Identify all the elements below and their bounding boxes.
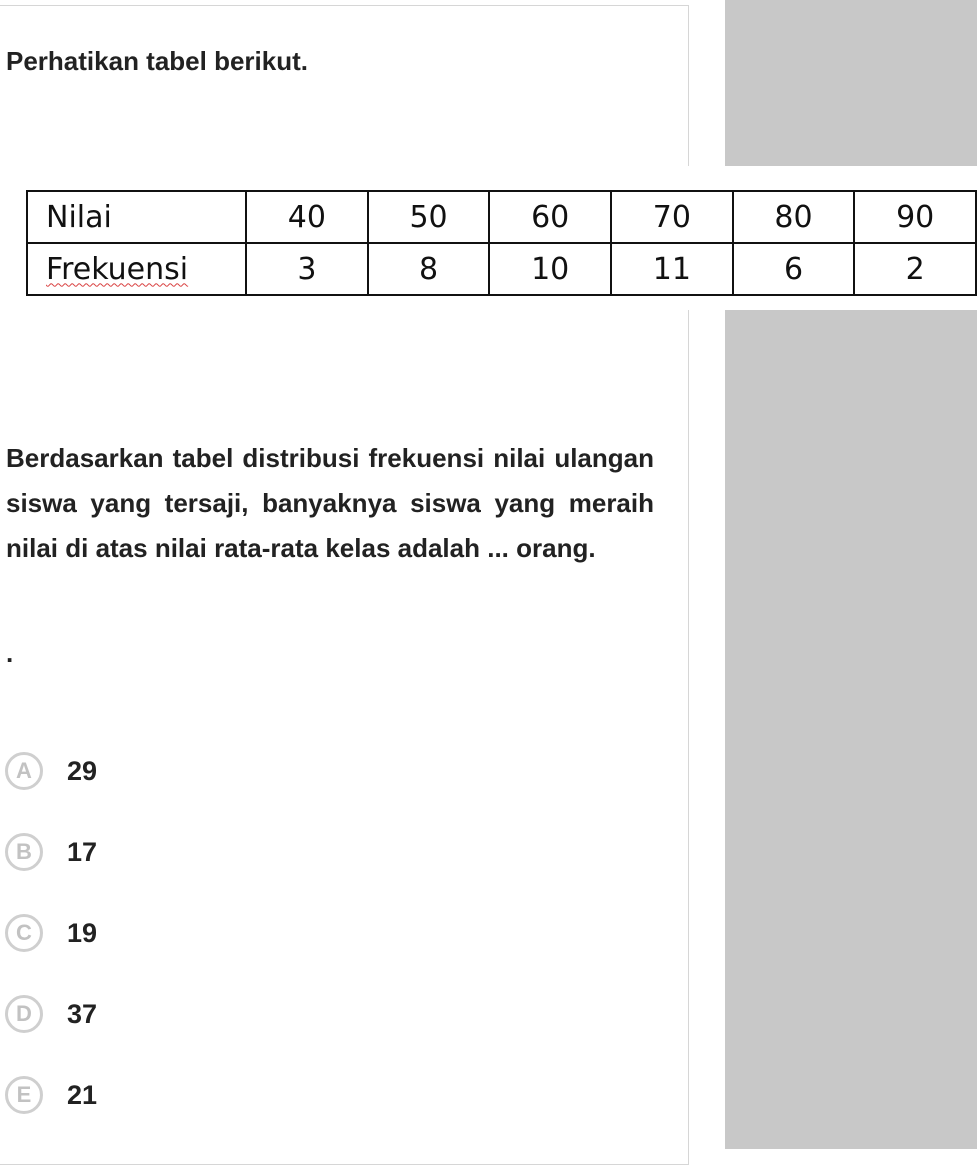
- option-c[interactable]: [5, 912, 97, 954]
- table-cell: 70: [611, 191, 733, 243]
- option-letter-circle: E: [5, 1076, 43, 1114]
- option-b[interactable]: [5, 831, 97, 873]
- option-text: 19: [67, 917, 98, 948]
- stray-text: .: [6, 638, 14, 668]
- table-image: [0, 166, 977, 310]
- table-cell: 2: [854, 243, 976, 295]
- table-cell: 6: [733, 243, 855, 295]
- option-e[interactable]: [5, 1074, 97, 1116]
- table-cell: 8: [368, 243, 490, 295]
- side-panel-bottom: [725, 310, 977, 1149]
- table-cell: 3: [246, 243, 368, 295]
- table-cell: 11: [611, 243, 733, 295]
- question-text: Berdasarkan tabel distribusi frekuensi nilai ulangan siswa yang tersaji, banyaknya siswa yang meraih nilai di atas nilai rata-rata kelas adalah ... orang.: [6, 443, 654, 563]
- option-a[interactable]: [5, 750, 97, 792]
- option-letter-circle: D: [5, 995, 43, 1033]
- table-row-nilai: [27, 191, 976, 243]
- row-label-frekuensi: Frekuensi: [46, 251, 189, 287]
- row-label-nilai: Nilai: [27, 191, 246, 243]
- table-row-frekuensi: [27, 243, 976, 295]
- side-panel-top: [725, 0, 977, 166]
- table-cell: 80: [733, 191, 855, 243]
- option-text: 37: [67, 998, 98, 1029]
- table-cell: 10: [489, 243, 611, 295]
- option-letter-circle: C: [5, 914, 43, 952]
- option-text: 29: [67, 755, 98, 786]
- intro-text: Perhatikan tabel berikut.: [6, 46, 308, 76]
- table-cell: 60: [489, 191, 611, 243]
- option-d[interactable]: [5, 993, 97, 1035]
- table-cell: 40: [246, 191, 368, 243]
- option-letter-circle: B: [5, 833, 43, 871]
- option-letter-circle: A: [5, 752, 43, 790]
- option-text: 21: [67, 1079, 98, 1110]
- option-text: 17: [67, 836, 98, 867]
- table-cell: 50: [368, 191, 490, 243]
- frequency-table: [26, 190, 977, 296]
- table-cell: 90: [854, 191, 976, 243]
- answer-options: [5, 750, 97, 1155]
